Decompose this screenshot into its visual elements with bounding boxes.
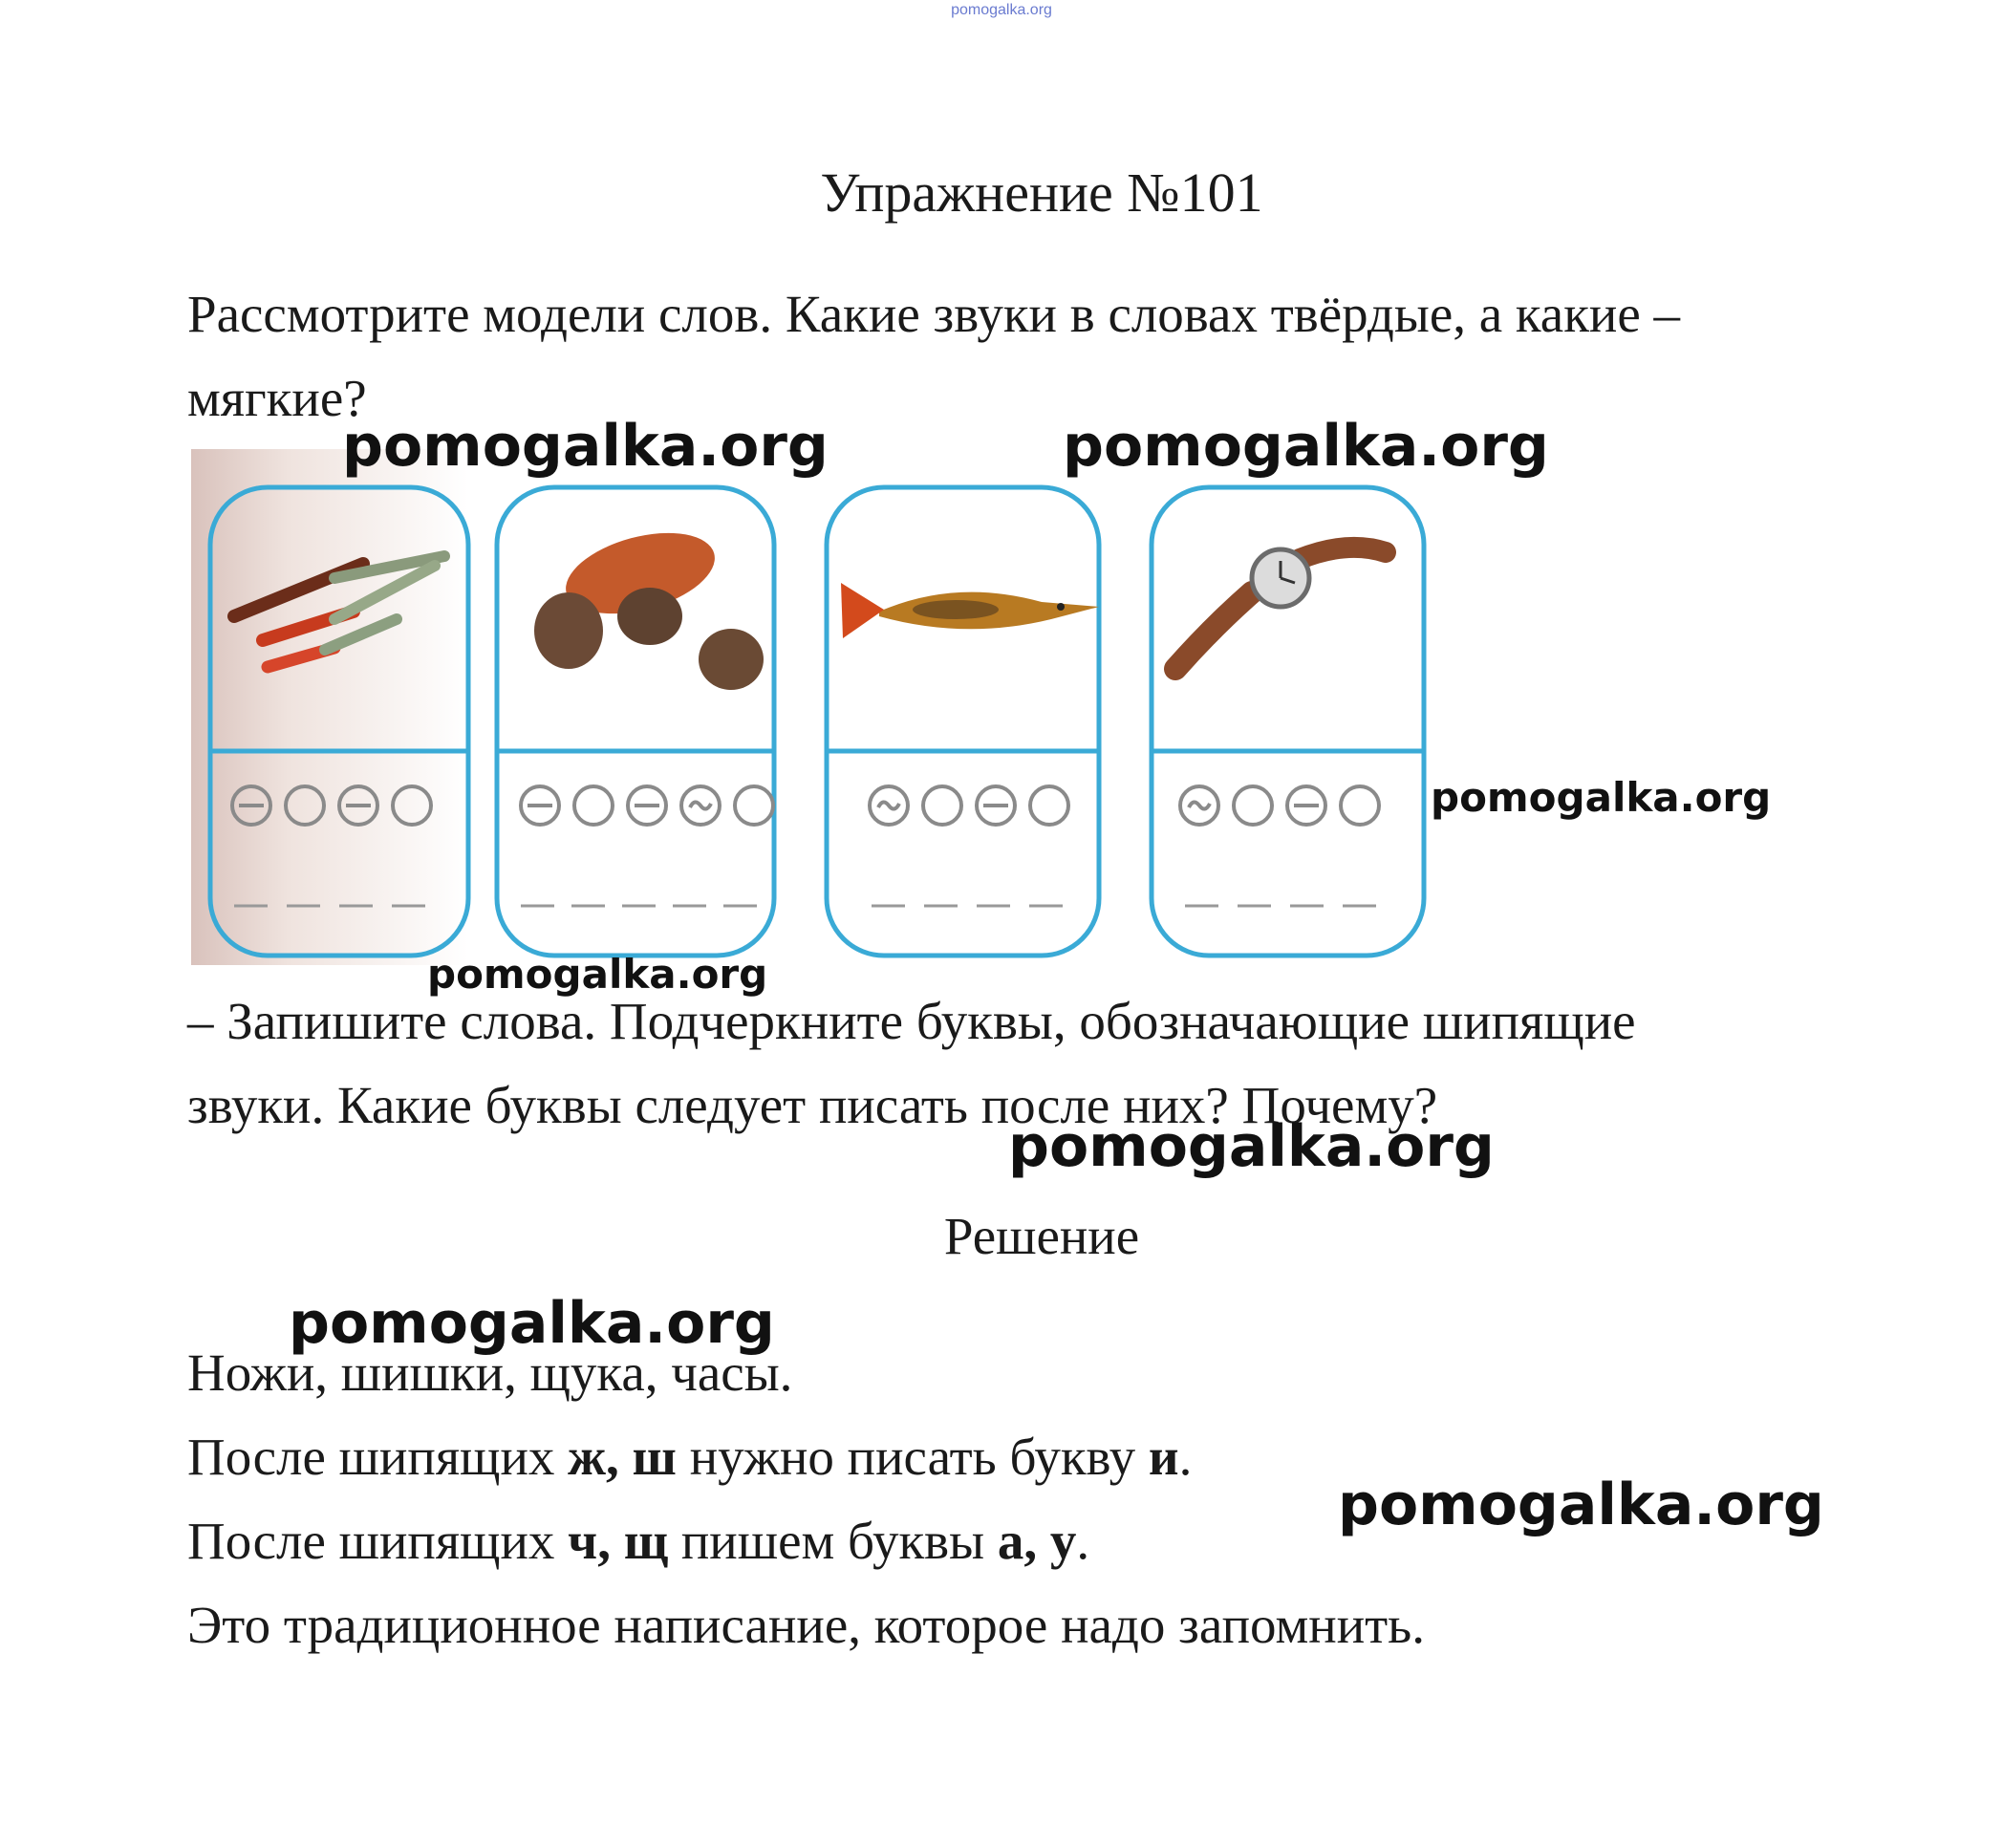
rule2-letters: ч, щ xyxy=(568,1512,669,1570)
watermark-7: pomogalka.org xyxy=(1338,1472,1824,1538)
card-pike xyxy=(827,487,1099,956)
rule2-letter: а, у xyxy=(997,1512,1077,1570)
card-4-sound-model xyxy=(1180,786,1379,825)
watermark-5: pomogalka.org xyxy=(1008,1113,1495,1180)
word-model-cards xyxy=(191,449,1433,965)
rule2-end: . xyxy=(1076,1512,1090,1570)
card-pine-cones xyxy=(497,487,774,956)
exercise-title: Упражнение №101 xyxy=(820,161,1263,224)
card-1-background xyxy=(191,449,468,965)
watermark-1: pomogalka.org xyxy=(342,413,829,480)
rule1-mid: нужно писать букву xyxy=(677,1428,1149,1486)
rule1-end: . xyxy=(1178,1428,1193,1486)
card-2-sound-model xyxy=(521,786,773,825)
solution-text xyxy=(187,1331,1425,1667)
card-3-sound-model xyxy=(870,786,1068,825)
rule2-mid: пишем буквы xyxy=(668,1512,998,1570)
task-line-2: мягкие? xyxy=(187,369,367,427)
task2-line-1: – Запишите слова. Подчеркните буквы, обозначающие шипящие xyxy=(187,992,1636,1050)
pike-fish-icon xyxy=(841,583,1099,638)
rule2-pre: После шипящих xyxy=(187,1512,569,1570)
watermark-2: pomogalka.org xyxy=(1063,413,1549,480)
solution-heading: Решение xyxy=(943,1207,1140,1265)
source-url[interactable]: pomogalka.org xyxy=(951,2,1052,18)
wristwatch-icon xyxy=(1175,548,1386,669)
watermark-4: pomogalka.org xyxy=(427,951,768,998)
task2-line-2: звуки. Какие буквы следует писать после них? Почему? xyxy=(187,1076,1438,1134)
watermark-6: pomogalka.org xyxy=(289,1290,775,1357)
solution-note: Это традиционное написание, которое надо запомнить. xyxy=(187,1596,1425,1654)
rule1-letters: ж, ш xyxy=(568,1428,677,1486)
pine-cones-icon xyxy=(534,519,764,690)
watermark-3: pomogalka.org xyxy=(1431,774,1772,821)
rule1-letter: и xyxy=(1148,1428,1179,1486)
solution-rule-2 xyxy=(187,1499,1425,1583)
rule1-pre: После шипящих xyxy=(187,1428,569,1486)
solution-words: Ножи, шишки, щука, часы. xyxy=(187,1343,793,1402)
card-watch xyxy=(1152,487,1424,956)
solution-rule-1 xyxy=(187,1415,1425,1499)
task-line-1: Рассмотрите модели слов. Какие звуки в словах твёрдые, а какие – xyxy=(187,285,1681,343)
